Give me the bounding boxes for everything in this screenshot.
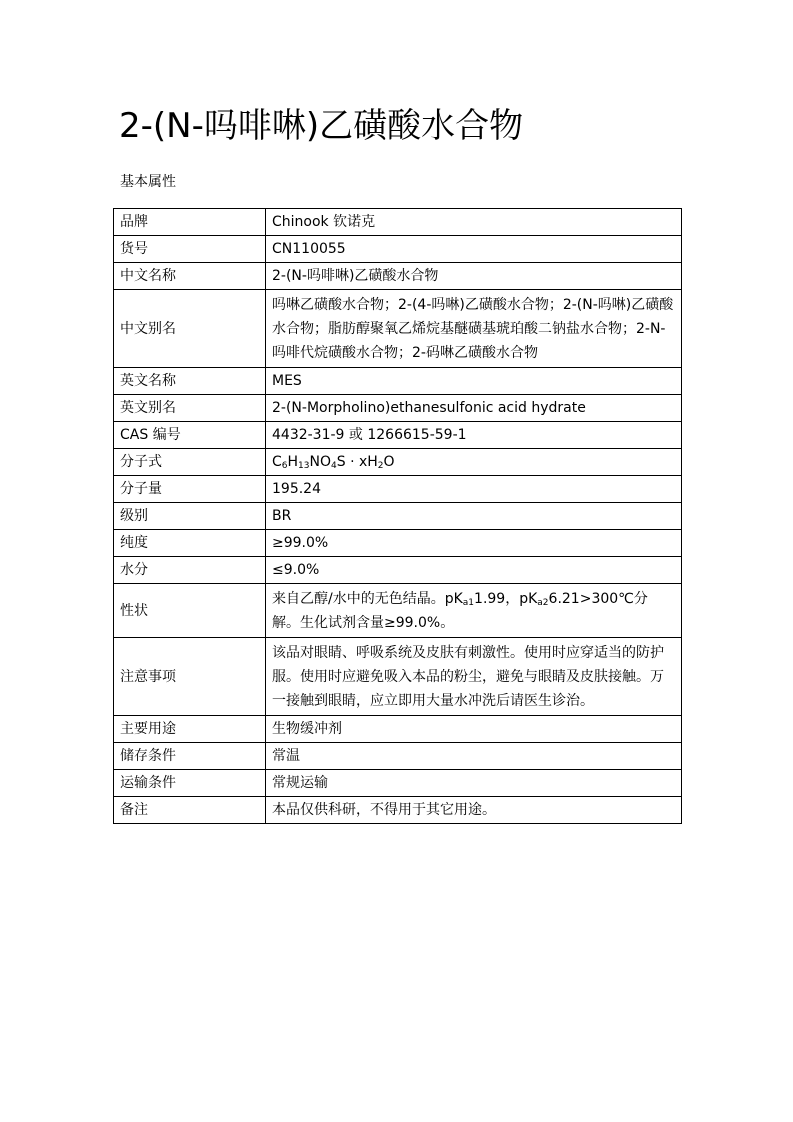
row-label: 水分	[114, 557, 266, 584]
row-label: 纯度	[114, 530, 266, 557]
table-row	[114, 503, 682, 530]
row-label: 备注	[114, 797, 266, 824]
table-row	[114, 236, 682, 263]
formula-part: C	[272, 454, 282, 470]
row-label: 主要用途	[114, 716, 266, 743]
row-value: 吗啉乙磺酸水合物；2-(4-吗啉)乙磺酸水合物；2-(N-吗啉)乙磺酸水合物；脂肪醇聚氧乙烯烷基醚磺基琥珀酸二钠盐水合物；2-N-吗啡代烷磺酸水合物；2-码啉乙磺酸水合物	[266, 290, 682, 368]
pka-subscript: a2	[537, 598, 549, 608]
table-row	[114, 368, 682, 395]
row-value: BR	[266, 503, 682, 530]
row-value: 本品仅供科研，不得用于其它用途。	[266, 797, 682, 824]
row-value: CN110055	[266, 236, 682, 263]
table-row	[114, 290, 682, 368]
appearance-text: 1.99，pK	[474, 591, 538, 607]
pka-subscript: a1	[462, 598, 475, 608]
formula-subscript: 2	[377, 461, 384, 471]
row-label: 货号	[114, 236, 266, 263]
row-label: 分子式	[114, 449, 266, 476]
appearance-text: 来自乙醇/水中的无色结晶。pK	[272, 591, 463, 607]
row-value: 195.24	[266, 476, 682, 503]
table-row	[114, 263, 682, 290]
row-value: Chinook 钦诺克	[266, 209, 682, 236]
table-row	[114, 638, 682, 716]
row-value: 生物缓冲剂	[266, 716, 682, 743]
table-row	[114, 797, 682, 824]
row-label: 分子量	[114, 476, 266, 503]
row-label: 品牌	[114, 209, 266, 236]
table-row	[114, 716, 682, 743]
appearance-text: 6.21>300℃分解。生化试剂含量≥99.0%。	[272, 591, 648, 631]
row-label: CAS 编号	[114, 422, 266, 449]
table-row	[114, 530, 682, 557]
formula-part: S · xH	[336, 454, 378, 470]
row-value: 2-(N-吗啡啉)乙磺酸水合物	[266, 263, 682, 290]
row-label: 运输条件	[114, 770, 266, 797]
appearance-value	[266, 584, 682, 638]
table-row	[114, 476, 682, 503]
row-value: 2-(N-Morpholino)ethanesulfonic acid hydrate	[266, 395, 682, 422]
formula-part: NO	[309, 454, 331, 470]
row-label: 英文名称	[114, 368, 266, 395]
row-value: 4432-31-9 或 1266615-59-1	[266, 422, 682, 449]
row-label: 注意事项	[114, 638, 266, 716]
formula-subscript: 13	[298, 461, 310, 471]
table-row	[114, 770, 682, 797]
table-row	[114, 584, 682, 638]
table-row	[114, 557, 682, 584]
table-row	[114, 449, 682, 476]
formula-part: H	[287, 454, 299, 470]
row-value: MES	[266, 368, 682, 395]
row-label: 中文名称	[114, 263, 266, 290]
table-row	[114, 422, 682, 449]
formula-subscript: 4	[331, 461, 337, 471]
properties-table	[113, 208, 682, 824]
page-title: 2-(N-吗啡啉)乙磺酸水合物	[119, 106, 524, 146]
formula-part: O	[383, 454, 395, 470]
section-label: 基本属性	[120, 174, 176, 190]
row-label: 性状	[114, 584, 266, 638]
row-value: 常规运输	[266, 770, 682, 797]
row-value: 常温	[266, 743, 682, 770]
table-row	[114, 743, 682, 770]
table-row	[114, 395, 682, 422]
row-label: 中文别名	[114, 290, 266, 368]
row-value: 该品对眼睛、呼吸系统及皮肤有刺激性。使用时应穿适当的防护服。使用时应避免吸入本品的粉尘，避免与眼睛及皮肤接触。万一接触到眼睛，应立即用大量水冲洗后请医生诊治。	[266, 638, 682, 716]
row-value: ≤9.0%	[266, 557, 682, 584]
row-label: 级别	[114, 503, 266, 530]
formula-subscript: 6	[281, 461, 288, 471]
table-row	[114, 209, 682, 236]
molecular-formula	[266, 449, 682, 476]
row-value: ≥99.0%	[266, 530, 682, 557]
row-label: 英文别名	[114, 395, 266, 422]
row-label: 储存条件	[114, 743, 266, 770]
